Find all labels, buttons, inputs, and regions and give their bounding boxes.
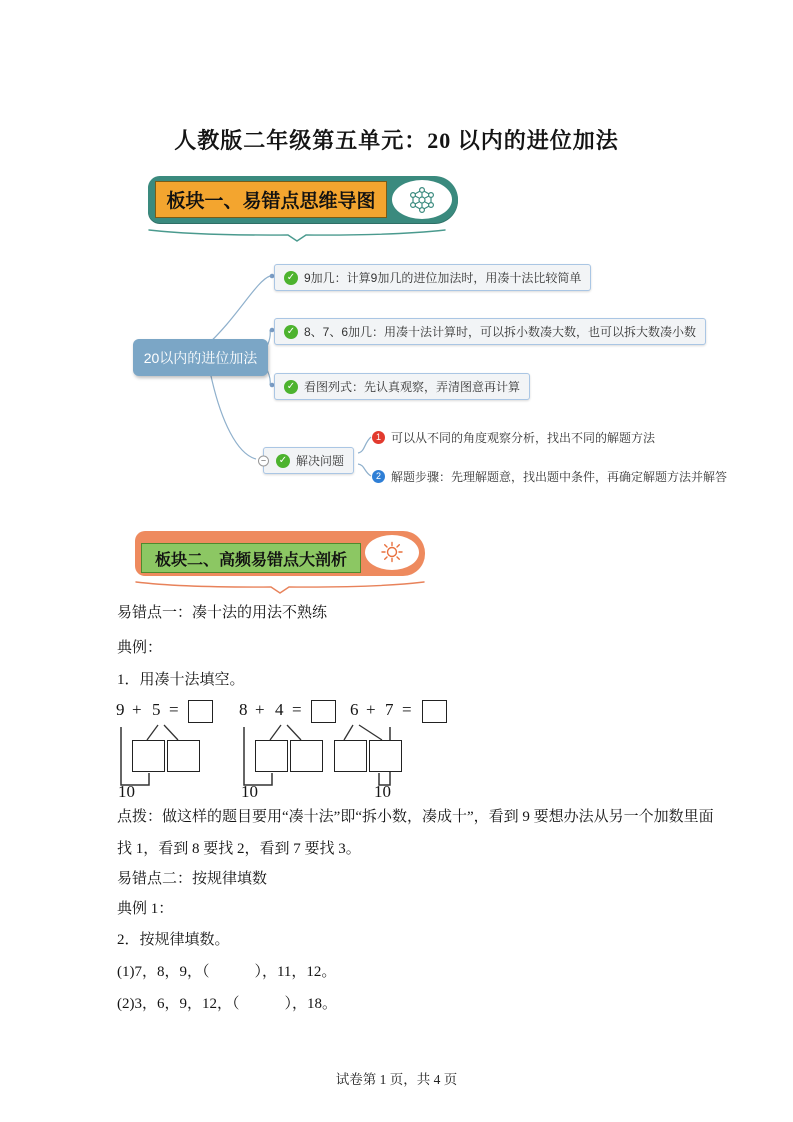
operand-a: 9	[116, 700, 125, 719]
check-icon: ✓	[284, 271, 298, 285]
page-footer: 试卷第 1 页，共 4 页	[335, 1072, 458, 1087]
ten-label: 10	[118, 782, 135, 801]
tip-paragraph-line2: 找 1，看到 8 要找 2，看到 7 要找 3。	[117, 841, 361, 857]
badge-1-icon: 1	[372, 431, 385, 444]
question-2-item-2: (2)3，6，9，12，（ ），18。	[117, 996, 337, 1012]
decompose-box	[290, 740, 323, 772]
mindmap-subitem-2	[372, 468, 727, 485]
error-point-1-heading: 易错点一：凑十法的用法不熟练	[117, 605, 328, 621]
mindmap-root-node: 20以内的进位加法	[133, 339, 268, 376]
mindmap	[0, 255, 793, 510]
section2-banner-label: 板块二、高频易错点大剖析	[141, 543, 361, 573]
make-ten-diagram-3	[332, 698, 454, 800]
operand-b: 5	[152, 700, 161, 719]
equals-sign: =	[292, 700, 302, 719]
branch-label: 看图列式：先认真观察，弄清图意再计算	[304, 380, 521, 394]
example-label: 典例：	[117, 640, 163, 656]
ten-label: 10	[241, 782, 258, 801]
branch-label: 8、7、6加几：用凑十法计算时，可以拆小数凑大数，也可以拆大数凑小数	[304, 325, 697, 339]
answer-box	[422, 700, 447, 723]
subitem-label: 解题步骤：先理解题意，找出题中条件，再确定解题方法并解答	[391, 470, 728, 484]
check-icon: ✓	[284, 380, 298, 394]
decompose-box	[167, 740, 200, 772]
plus-sign: +	[366, 700, 376, 719]
error-point-2-heading: 易错点二：按规律填数	[117, 871, 268, 887]
plus-sign: +	[132, 700, 142, 719]
operand-a: 8	[239, 700, 248, 719]
badge-2-icon: 2	[372, 470, 385, 483]
mindmap-branch-picture-equation	[274, 373, 530, 400]
question-2: 2．按规律填数。	[117, 932, 230, 948]
mindmap-branch-problem-solving	[260, 447, 354, 474]
question-1: 1．用凑十法填空。	[117, 672, 245, 688]
decompose-box	[132, 740, 165, 772]
equals-sign: =	[169, 700, 179, 719]
decompose-box	[369, 740, 402, 772]
section1-underbrace	[147, 227, 447, 243]
collapse-icon: −	[258, 455, 269, 466]
check-icon: ✓	[284, 325, 298, 339]
question-2-item-1: (1)7，8，9，（ ），11，12。	[117, 964, 337, 980]
answer-box	[188, 700, 213, 723]
plus-sign: +	[255, 700, 265, 719]
check-icon: ✓	[276, 454, 290, 468]
branch-label: 解决问题	[296, 454, 345, 468]
ten-label: 10	[374, 782, 391, 801]
decompose-box	[255, 740, 288, 772]
mindmap-branch-9plus	[274, 264, 591, 291]
section2-banner	[135, 531, 425, 576]
section1-banner	[148, 176, 458, 223]
operand-a: 6	[350, 700, 359, 719]
make-ten-diagram-1	[112, 698, 234, 800]
section2-underbrace	[134, 579, 426, 595]
operand-b: 7	[385, 700, 394, 719]
example-label: 典例 1：	[117, 901, 174, 917]
operand-b: 4	[275, 700, 284, 719]
branch-label: 9加几：计算9加几的进位加法时，用凑十法比较简单	[304, 271, 582, 285]
decompose-box	[334, 740, 367, 772]
section1-banner-label: 板块一、易错点思维导图	[155, 181, 387, 218]
tip-paragraph-line1: 点拨：做这样的题目要用“凑十法”即“拆小数，凑成十”，看到 9 要想办法从另一个加数里面	[117, 809, 714, 825]
mindmap-subitem-1	[372, 429, 655, 446]
equals-sign: =	[402, 700, 412, 719]
page-title: 人教版二年级第五单元：20 以内的进位加法	[174, 128, 619, 153]
mindmap-branch-876plus	[274, 318, 706, 345]
subitem-label: 可以从不同的角度观察分析，找出不同的解题方法	[391, 431, 656, 445]
sun-icon	[365, 535, 419, 570]
molecule-icon	[392, 180, 452, 219]
